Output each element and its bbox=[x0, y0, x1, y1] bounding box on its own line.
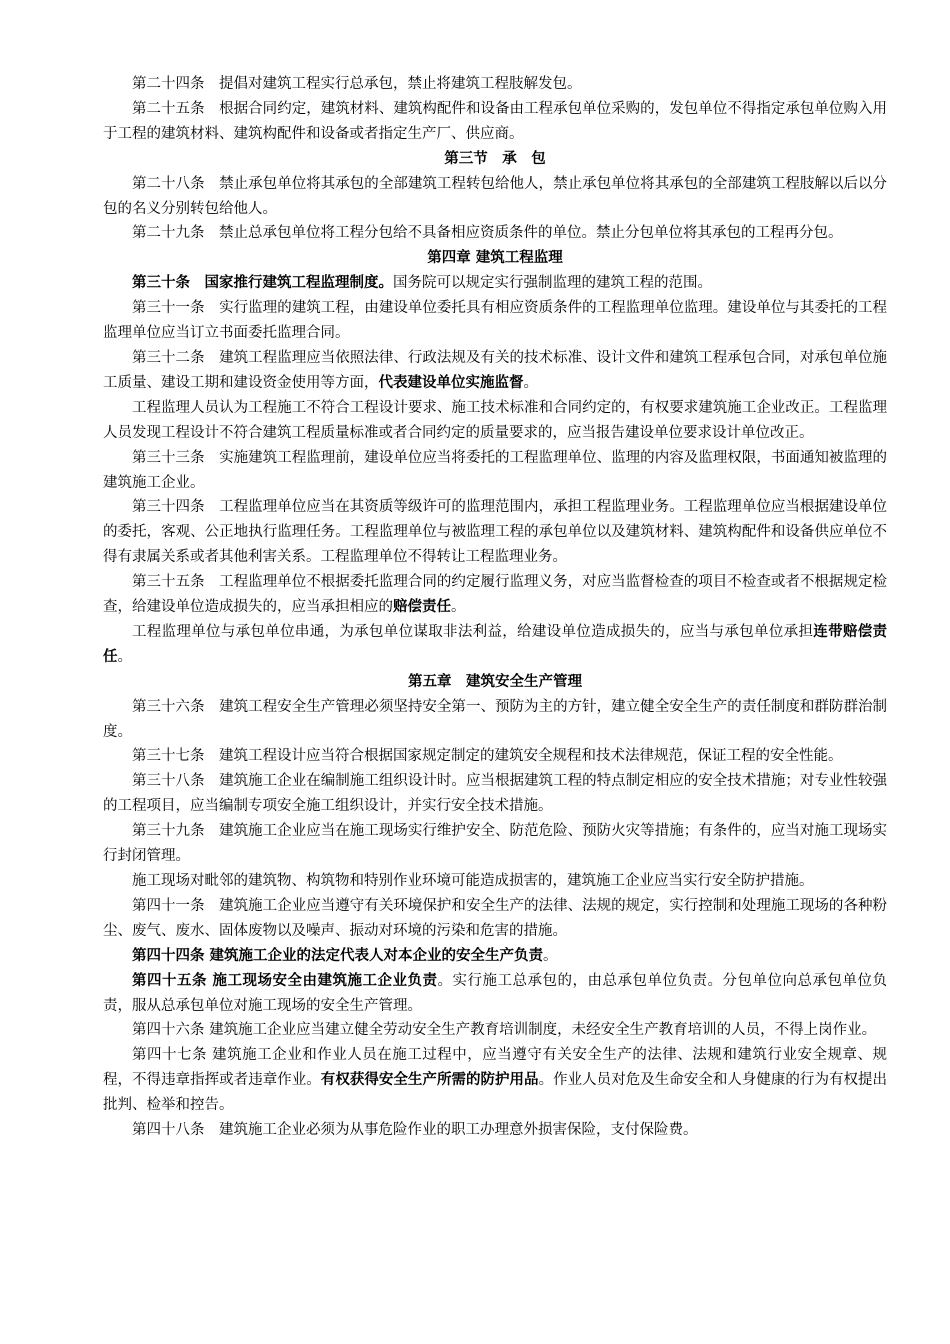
article-34: 第三十四条 工程监理单位应当在其资质等级许可的监理范围内，承担工程监理业务。工程监理单位应当根据建设单位的委托，客观、公正地执行监理任务。工程监理单位与被监理工程的承包单位以及建筑材料、建筑构配件和设备供应单位不得有隶属关系或者其他利害关系。工程监理单位不得转让工程监理业务。 bbox=[103, 499, 887, 566]
article-28: 第二十八条 禁止承包单位将其承包的全部建筑工程转包给他人，禁止承包单位将其承包的全部建筑工程肢解以后以分包的名义分别转包给他人。 bbox=[103, 175, 887, 217]
article-32-paragraph-2: 工程监理人员认为工程施工不符合工程设计要求、施工技术标准和合同约定的，有权要求建筑施工企业改正。工程监理人员发现工程设计不符合建筑工程质量标准或者合同约定的质量要求的，应当报告建设单位要求设计单位改正。 bbox=[103, 399, 887, 441]
article-29: 第二十九条 禁止总承包单位将工程分包给不具备相应资质条件的单位。禁止分包单位将其承包的工程再分包。 bbox=[132, 225, 843, 242]
article-30-bold: 第三十条 国家推行建筑工程监理制度。 bbox=[132, 274, 393, 292]
article-35-paragraph-2 bbox=[103, 620, 887, 670]
article-39: 第三十九条 建筑施工企业应当在施工现场实行维护安全、防范危险、预防火灾等措施；有条件的，应当对施工现场实行封闭管理。 bbox=[103, 823, 887, 865]
article-35-2-end: 。 bbox=[117, 648, 132, 665]
article-30-text: 国务院可以规定实行强制监理的建筑工程的范围。 bbox=[393, 275, 712, 292]
article-33: 第三十三条 实施建筑工程监理前，建设单位应当将委托的工程监理单位、监理的内容及监理权限，书面通知被监理的建筑施工企业。 bbox=[103, 449, 887, 491]
article-32-end: 。 bbox=[523, 374, 538, 391]
article-44 bbox=[103, 944, 887, 969]
article-31: 第三十一条 实行监理的建筑工程，由建设单位委托具有相应资质条件的工程监理单位监理。建设单位与其委托的工程监理单位应当订立书面委托监理合同。 bbox=[103, 300, 887, 342]
article-39-paragraph-2: 施工现场对毗邻的建筑物、构筑物和特别作业环境可能造成损害的，建筑施工企业应当实行安全防护措施。 bbox=[132, 873, 814, 889]
section-heading-contracting: 第三节 承 包 bbox=[444, 149, 546, 167]
article-47-text: 第四十七条 建筑施工企业和作业人员在施工过程中，应当遵守有关安全生产的法律、法规和建筑行业安全规章、规程，不得违章指挥或者违章作业。 bbox=[103, 1047, 887, 1089]
article-47-bold: 有权获得安全生产所需的防护用品 bbox=[320, 1071, 539, 1089]
article-35 bbox=[103, 570, 887, 620]
article-25: 第二十五条 根据合同约定，建筑材料、建筑构配件和设备由工程承包单位采购的，发包单位不得指定承包单位购入用于工程的建筑材料、建筑构配件和设备或者指定生产厂、供应商。 bbox=[103, 100, 887, 142]
article-32 bbox=[103, 346, 887, 396]
article-37: 第三十七条 建筑工程设计应当符合根据国家规定制定的建筑安全规程和技术法律规范，保证工程的安全性能。 bbox=[132, 748, 843, 765]
article-35-text: 第三十五条 工程监理单位不根据委托监理合同的约定履行监理义务，对应当监督检查的项目不检查或者不根据规定检查，给建设单位造成损失的，应当承担相应的 bbox=[103, 574, 887, 616]
article-44-end: 。 bbox=[543, 947, 558, 964]
article-30 bbox=[103, 271, 887, 296]
article-35-2-bold: 连带赔偿责任 bbox=[103, 622, 888, 665]
article-45-text: 。实行施工总承包的，由总承包单位负责。分包单位向总承包单位负责，服从总承包单位对施工现场的安全生产管理。 bbox=[103, 972, 888, 1014]
article-47-rest: 。作业人员对危及生命安全和人身健康的行为有权提出批判、检举和控告。 bbox=[103, 1072, 888, 1114]
article-45 bbox=[103, 969, 887, 1019]
document-page bbox=[103, 72, 887, 1143]
article-32-bold: 代表建设单位实施监督 bbox=[378, 373, 524, 391]
chapter-heading-safety: 第五章 建筑安全生产管理 bbox=[408, 672, 582, 690]
article-35-2-text: 工程监理单位与承包单位串通，为承包单位谋取非法利益，给建设单位造成损失的，应当与承包单位承担 bbox=[132, 623, 814, 640]
article-46: 第四十六条 建筑施工企业应当建立健全劳动安全生产教育培训制度，未经安全生产教育培训的人员，不得上岗作业。 bbox=[132, 1022, 877, 1039]
article-35-end: 。 bbox=[451, 599, 466, 616]
article-38: 第三十八条 建筑施工企业在编制施工组织设计时。应当根据建筑工程的特点制定相应的安全技术措施；对专业性较强的工程项目，应当编制专项安全施工组织设计，并实行安全技术措施。 bbox=[103, 773, 887, 815]
article-36: 第三十六条 建筑工程安全生产管理必须坚持安全第一、预防为主的方针，建立健全安全生产的责任制度和群防群治制度。 bbox=[103, 698, 887, 740]
article-32-text: 第三十二条 建筑工程监理应当依照法律、行政法规及有关的技术标准、设计文件和建筑工程承包合同，对承包单位施工质量、建设工期和建设资金使用等方面， bbox=[103, 349, 887, 391]
article-47 bbox=[103, 1043, 887, 1118]
article-48: 第四十八条 建筑施工企业必须为从事危险作业的职工办理意外损害保险，支付保险费。 bbox=[132, 1122, 698, 1139]
article-44-bold: 第四十四条 建筑施工企业的法定代表人对本企业的安全生产负责 bbox=[132, 946, 544, 964]
article-41: 第四十一条 建筑施工企业应当遵守有关环境保护和安全生产的法律、法规的规定，实行控制和处理施工现场的各种粉尘、废气、废水、固体废物以及噪声、振动对环境的污染和危害的措施。 bbox=[103, 897, 887, 939]
article-24: 第二十四条 提倡对建筑工程实行总承包，禁止将建筑工程肢解发包。 bbox=[132, 76, 582, 92]
chapter-heading-supervision: 第四章 建筑工程监理 bbox=[427, 249, 563, 267]
article-45-bold: 第四十五条 施工现场安全由建筑施工企业负责 bbox=[132, 971, 438, 989]
article-35-bold: 赔偿责任 bbox=[393, 598, 451, 616]
